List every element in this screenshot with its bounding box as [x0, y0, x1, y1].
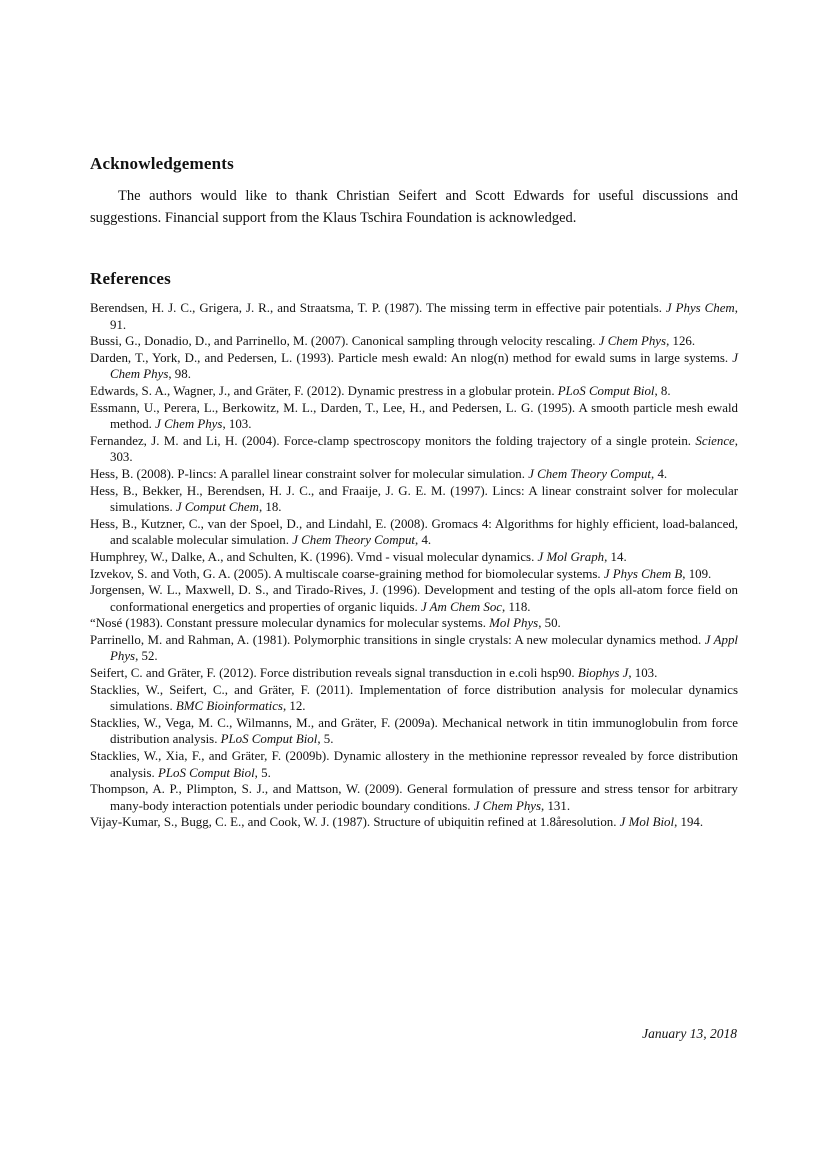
reference-text: Stacklies, W., Vega, M. C., Wilmanns, M., and Gräter, F. (2009a). Mechanical network in titin immunoglobulin from force distribution analysis. [90, 715, 738, 747]
reference-entry [90, 350, 738, 383]
reference-volume: , 5. [317, 732, 334, 747]
reference-text: “Nosé (1983). Constant pressure molecular dynamics for molecular systems. [90, 616, 490, 631]
reference-text: Stacklies, W., Xia, F., and Gräter, F. (2009b). Dynamic allostery in the methionine repressor revealed by force distribution analysis. [90, 749, 738, 780]
reference-text: Hess, B. (2008). P-lincs: A parallel linear constraint solver for molecular simulation. [90, 466, 529, 481]
reference-entry [90, 665, 738, 682]
reference-volume: , 8. [654, 383, 671, 398]
acknowledgements-paragraph: The authors would like to thank Christian Seifert and Scott Edwards for useful discussions and suggestions. Financial support from the Klaus Tschira Foundation is acknowledged. [90, 188, 738, 226]
reference-entry [90, 483, 738, 516]
reference-text: Thompson, A. P., Plimpton, S. J., and Mattson, W. (2009). General formulation of pressure and stress tensor for arbitrary many-body interaction potentials under periodic boundary conditions. [90, 782, 738, 813]
reference-volume: , 14. [604, 549, 627, 564]
reference-entry [90, 466, 738, 483]
reference-journal: Science [695, 433, 735, 448]
reference-journal: J Comput Chem [175, 500, 259, 515]
reference-entry [90, 400, 738, 433]
reference-volume: , 18. [258, 500, 282, 515]
reference-journal: J Chem Phys [155, 417, 223, 432]
reference-volume: , 12. [282, 699, 306, 714]
reference-text: Fernandez, J. M. and Li, H. (2004). Force-clamp spectroscopy monitors the folding trajectory of a single protein. [90, 433, 696, 448]
reference-entry [90, 615, 738, 632]
reference-text: Jorgensen, W. L., Maxwell, D. S., and Tirado-Rives, J. (1996). Development and testing of the opls all-atom force field on conformational energetics and properties of organic liquids. [90, 583, 738, 614]
reference-journal: PLoS Comput Biol [157, 765, 255, 780]
reference-entry [90, 682, 738, 715]
reference-volume: , 4. [415, 533, 432, 548]
reference-journal: J Chem Phys [598, 334, 667, 349]
reference-journal: J Chem Theory Comput [528, 466, 651, 481]
reference-text: Hess, B., Kutzner, C., van der Spoel, D., and Lindahl, E. (2008). Gromacs 4: Algorithms for highly efficient, load-balanced, and scalable molecular simulation. [90, 516, 738, 548]
reference-volume: , 103. [628, 666, 658, 681]
reference-entry [90, 582, 738, 615]
reference-journal: BMC Bioinformatics [175, 699, 283, 714]
reference-journal: J Chem Theory Comput [292, 533, 416, 548]
page-footer [642, 1026, 737, 1042]
reference-volume: , 4. [651, 466, 668, 481]
reference-journal: J Phys Chem [665, 301, 735, 315]
reference-text: Izvekov, S. and Voth, G. A. (2005). A multiscale coarse-graining method for biomolecular systems. [90, 566, 604, 581]
reference-text: Bussi, G., Donadio, D., and Parrinello, M. (2007). Canonical sampling through velocity rescaling. [90, 334, 599, 349]
reference-volume: , 194. [674, 815, 704, 830]
reference-entry [90, 715, 738, 748]
reference-entry [90, 333, 738, 350]
reference-volume: , 103. [222, 417, 252, 432]
reference-volume: , 109. [682, 566, 712, 581]
reference-entry [90, 433, 738, 466]
reference-text: Hess, B., Bekker, H., Berendsen, H. J. C., and Fraaije, J. G. E. M. (1997). Lincs: A linear constraint solver for molecular simulations. [90, 483, 738, 515]
reference-journal: Mol Phys [489, 616, 539, 631]
reference-list [90, 300, 738, 831]
reference-journal: PLoS Comput Biol [220, 732, 318, 747]
acknowledgements-heading: Acknowledgements [90, 154, 234, 173]
references-heading: References [90, 269, 171, 288]
reference-text: Vijay-Kumar, S., Bugg, C. E., and Cook, W. J. (1987). Structure of ubiquitin refined at 1.8åresolution. [90, 815, 620, 830]
reference-journal: J Mol Biol [619, 815, 675, 830]
reference-entry [90, 566, 738, 583]
reference-journal: Biophys J [577, 666, 629, 681]
reference-journal: J Phys Chem B [603, 566, 683, 581]
reference-entry [90, 300, 738, 333]
reference-text: Parrinello, M. and Rahman, A. (1981). Polymorphic transitions in single crystals: A new molecular dynamics method. [90, 632, 705, 647]
reference-volume: , 5. [254, 765, 271, 780]
reference-volume: , 50. [538, 616, 561, 631]
reference-text: Essmann, U., Perera, L., Berkowitz, M. L., Darden, T., Lee, H., and Pedersen, L. G. (1995). A smooth particle mesh ewald method. [90, 400, 738, 432]
reference-entry [90, 748, 738, 781]
reference-text: Berendsen, H. J. C., Grigera, J. R., and Straatsma, T. P. (1987). The missing term in effective pair potentials. [90, 301, 666, 315]
reference-entry [90, 781, 738, 814]
footer-date: January 13, 2018 [642, 1026, 737, 1041]
reference-entry [90, 814, 738, 831]
reference-text: Humphrey, W., Dalke, A., and Schulten, K. (1996). Vmd - visual molecular dynamics. [90, 549, 538, 564]
reference-volume: , 118. [502, 599, 531, 614]
reference-entry [90, 516, 738, 549]
reference-volume: , 303. [110, 433, 738, 465]
reference-text: Edwards, S. A., Wagner, J., and Gräter, F. (2012). Dynamic prestress in a globular protein. [90, 383, 558, 398]
reference-journal: PLoS Comput Biol [557, 383, 655, 398]
reference-journal: J Am Chem Soc [420, 599, 502, 614]
reference-volume: , 98. [168, 367, 191, 382]
reference-text: Seifert, C. and Gräter, F. (2012). Force distribution reveals signal transduction in e.coli hsp90. [90, 666, 578, 681]
reference-volume: , 91. [110, 301, 738, 332]
reference-journal: J Appl Phys [110, 632, 739, 664]
reference-journal: J Mol Graph [537, 549, 605, 564]
reference-entry [90, 383, 738, 400]
reference-text: Stacklies, W., Seifert, C., and Gräter, F. (2011). Implementation of force distribution analysis for molecular dynamics simulations. [90, 682, 738, 714]
reference-text: Darden, T., York, D., and Pedersen, L. (1993). Particle mesh ewald: An nlog(n) method for ewald sums in large systems. [90, 350, 733, 365]
reference-volume: , 126. [666, 334, 696, 349]
reference-journal: J Chem Phys [110, 350, 738, 382]
reference-entry [90, 549, 738, 566]
reference-journal: J Chem Phys [473, 798, 542, 813]
reference-entry [90, 632, 738, 665]
reference-volume: , 52. [135, 649, 158, 664]
reference-volume: , 131. [541, 798, 571, 813]
